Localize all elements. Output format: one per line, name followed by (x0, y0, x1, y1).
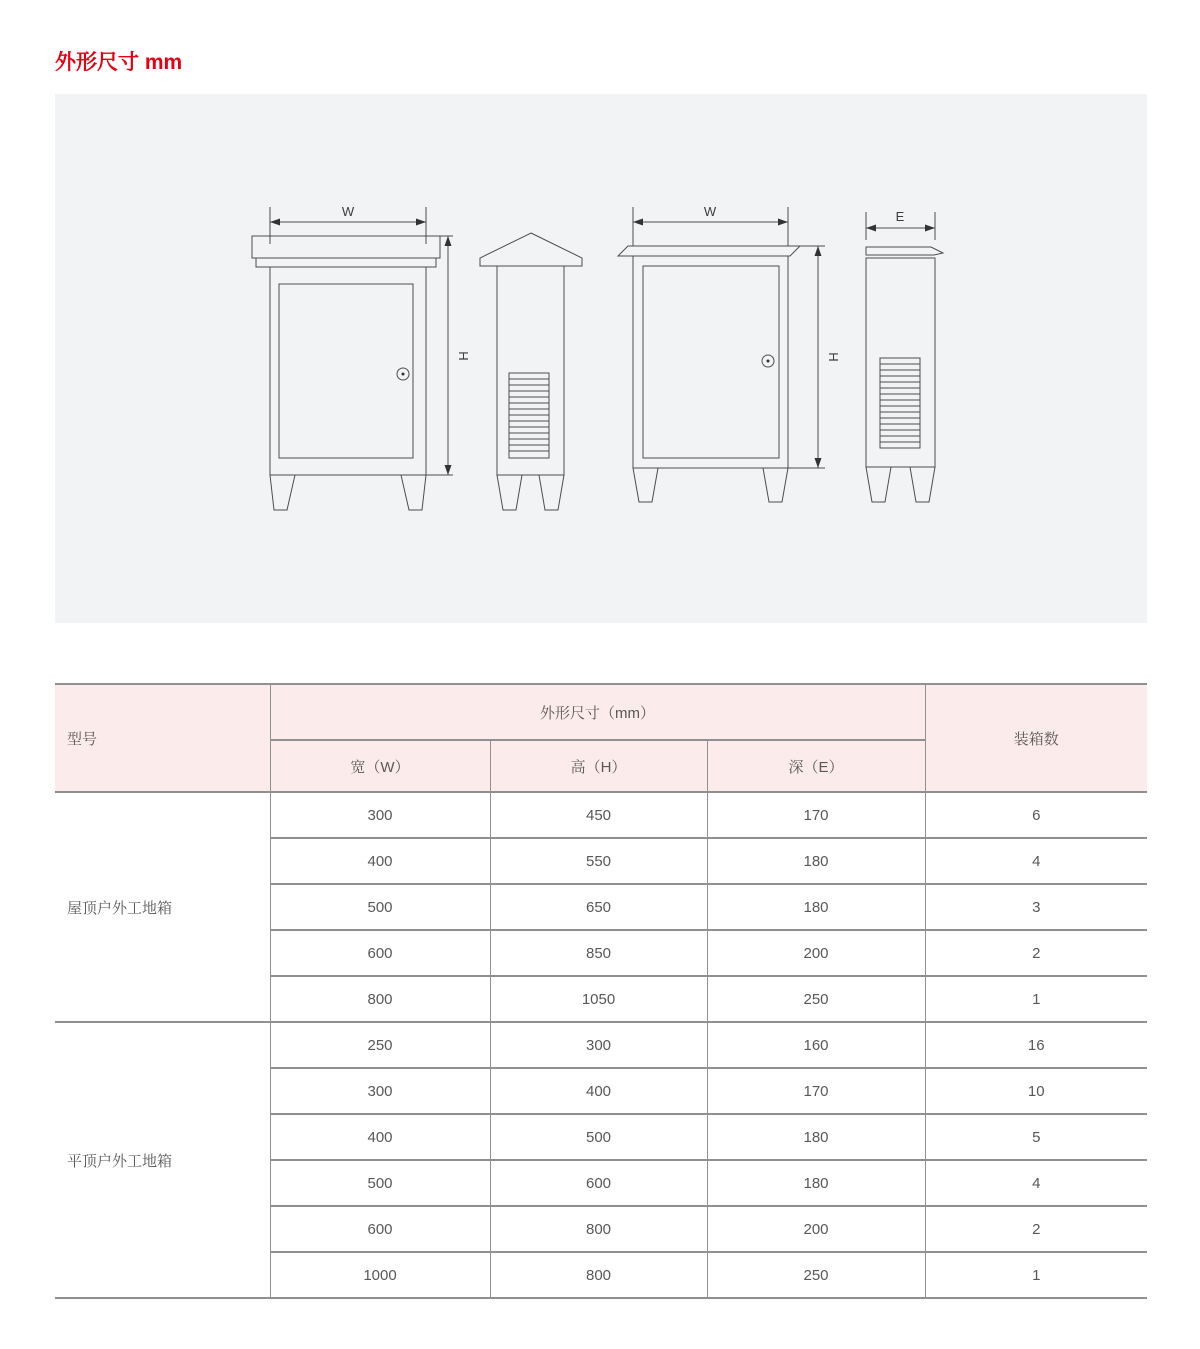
cell-width: 800 (270, 976, 490, 1022)
height-dimension-label: H (456, 351, 471, 361)
louver-slats (509, 379, 549, 451)
model-name-cell: 屋顶户外工地箱 (55, 792, 270, 1022)
louver-vent (880, 358, 920, 448)
figure-pitched-roof-side (480, 233, 582, 510)
cell-width: 500 (270, 1160, 490, 1206)
cabinet-leg (401, 475, 426, 510)
cell-depth: 180 (707, 1160, 925, 1206)
width-dimension-label: W (341, 204, 355, 219)
cell-packing-qty: 1 (925, 976, 1147, 1022)
louver-slats (880, 364, 920, 442)
flat-cap (618, 246, 800, 256)
cell-packing-qty: 6 (925, 792, 1147, 838)
header-height: 高（H） (490, 740, 707, 792)
cell-packing-qty: 2 (925, 930, 1147, 976)
cabinet-leg (763, 468, 788, 502)
cell-depth: 250 (707, 1252, 925, 1298)
cell-height: 500 (490, 1114, 707, 1160)
cell-width: 600 (270, 1206, 490, 1252)
header-model: 型号 (55, 684, 270, 792)
cell-height: 850 (490, 930, 707, 976)
cell-depth: 250 (707, 976, 925, 1022)
cabinet-door (643, 266, 779, 458)
cell-width: 300 (270, 792, 490, 838)
cell-height: 1050 (490, 976, 707, 1022)
table-row (55, 1022, 1147, 1068)
dimension-spec-table (55, 683, 1147, 1299)
cabinet-body (270, 267, 426, 475)
figure-pitched-roof-front (252, 204, 471, 510)
height-dimension-label: H (826, 352, 841, 362)
cell-packing-qty: 3 (925, 884, 1147, 930)
cell-depth: 170 (707, 1068, 925, 1114)
cell-depth: 180 (707, 838, 925, 884)
cell-height: 800 (490, 1252, 707, 1298)
cell-depth: 200 (707, 930, 925, 976)
cabinet-door (279, 284, 413, 458)
header-dimensions-group: 外形尺寸（mm） (270, 684, 925, 740)
cabinet-leg (497, 475, 522, 510)
model-name-cell: 平顶户外工地箱 (55, 1022, 270, 1298)
header-packing-qty: 装箱数 (925, 684, 1147, 792)
header-depth: 深（E） (707, 740, 925, 792)
cell-packing-qty: 10 (925, 1068, 1147, 1114)
cell-height: 450 (490, 792, 707, 838)
cell-packing-qty: 2 (925, 1206, 1147, 1252)
cabinet-leg (910, 467, 935, 502)
pitched-roof (480, 233, 582, 266)
cell-packing-qty: 5 (925, 1114, 1147, 1160)
cell-width: 300 (270, 1068, 490, 1114)
cell-depth: 170 (707, 792, 925, 838)
page-title: 外形尺寸 mm (55, 51, 183, 74)
cabinet-leg (633, 468, 658, 502)
cabinet-body (497, 266, 564, 475)
cell-height: 650 (490, 884, 707, 930)
figure-flat-roof-front (618, 204, 841, 502)
rain-cap-lip (256, 258, 436, 267)
cell-width: 250 (270, 1022, 490, 1068)
cell-packing-qty: 1 (925, 1252, 1147, 1298)
cell-packing-qty: 4 (925, 1160, 1147, 1206)
flat-cap (866, 247, 943, 255)
cell-height: 550 (490, 838, 707, 884)
cell-width: 600 (270, 930, 490, 976)
cabinet-body (633, 256, 788, 468)
dimension-drawing-panel (55, 94, 1147, 623)
cell-height: 300 (490, 1022, 707, 1068)
cabinet-leg (866, 467, 891, 502)
cabinet-leg (270, 475, 295, 510)
cell-packing-qty: 16 (925, 1022, 1147, 1068)
table-row (55, 792, 1147, 838)
cell-height: 800 (490, 1206, 707, 1252)
cell-depth: 160 (707, 1022, 925, 1068)
cell-depth: 180 (707, 1114, 925, 1160)
cell-height: 400 (490, 1068, 707, 1114)
depth-dimension-label: E (895, 209, 905, 224)
cabinet-dimension-drawings (55, 94, 1147, 623)
cell-height: 600 (490, 1160, 707, 1206)
rain-cap (252, 236, 440, 258)
cabinet-leg (539, 475, 564, 510)
cell-depth: 180 (707, 884, 925, 930)
cell-width: 1000 (270, 1252, 490, 1298)
cell-width: 400 (270, 1114, 490, 1160)
cell-width: 400 (270, 838, 490, 884)
cell-width: 500 (270, 884, 490, 930)
cell-packing-qty: 4 (925, 838, 1147, 884)
width-dimension-label: W (703, 204, 717, 219)
figure-flat-roof-side (866, 209, 943, 502)
header-width: 宽（W） (270, 740, 490, 792)
cell-depth: 200 (707, 1206, 925, 1252)
